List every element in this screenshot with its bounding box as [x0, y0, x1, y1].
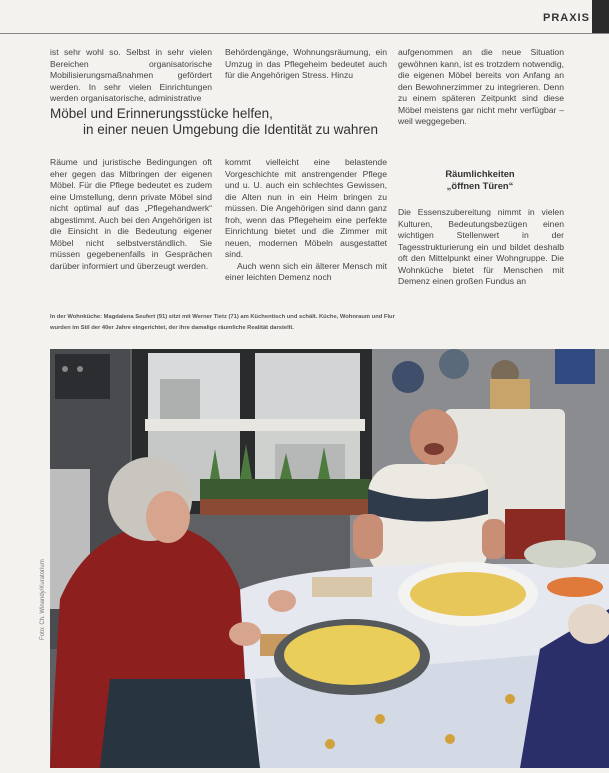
photo-credit: Foto: Ch. Winandy/Kuratorium	[40, 559, 46, 640]
body-column-2-tail: Auch wenn sich ein älterer Mensch mit einer leichten Demenz noch	[225, 260, 387, 282]
section-color-bar	[592, 0, 609, 34]
kitchen-photo	[50, 349, 609, 768]
body-column-2	[225, 157, 387, 295]
heading-line-1: Möbel und Erinnerungsstücke helfen,	[50, 106, 273, 121]
top-column-1: ist sehr wohl so. Selbst in sehr vielen Bereichen organisatorische Mobilisierungsmaßnahmen gefördert werden. In sehr vielen Einrichtungen werden organisatorische, administrative	[50, 47, 212, 103]
body-column-2-text: kommt vielleicht eine belastende Vorgeschichte mit anstrengender Pflege und u. U. auch ein schlechtes Gewissen, die Alten nun in ein Heim bringen zu müssen. Die Angehörigen sind dann ganz froh, wenn das Pflegeheim eine perfekte Einrichtung bietet und die Zimmer mit neuen, modernen Möbeln ausgestattet sind.	[225, 157, 387, 259]
subheading-line-2: „öffnen Türen“	[446, 180, 514, 191]
heading-line-2: in einer neuen Umgebung die Identität zu wahren	[83, 122, 378, 137]
body-column-1: Räume und juristische Bedingungen oft eher gegen das Mitbringen der eigenen Möbel. Für die Pflege bedeutet es zudem eine Umstellung, denn private Möbel sind nicht optimal auf das „Pflegehandwerk“ abgestimmt. Auch bei den Angehörigen ist die Einsicht in die Bedeutung eigener Möbel nicht selbstverständlich. Sie müssen gegebenenfalls in Gesprächen darüber informiert und überzeugt werden.	[50, 157, 212, 271]
top-column-2: Behördengänge, Wohnungsräumung, ein Umzug in das Pflegeheim bedeutet auch für die Angehörigen Stress. Hinzu	[225, 47, 387, 80]
article-heading	[50, 106, 395, 138]
caption-line-1: In der Wohnküche: Magdalena Seufert (91) sitzt mit Werner Tietz (71) am Küchentisch und schält. Küche, Wohnraum und Flur	[50, 314, 395, 320]
photo-caption	[50, 312, 570, 334]
header-rule	[0, 33, 609, 34]
top-column-3: aufgenommen an die neue Situation gewöhnen kann, ist es trotzdem notwendig, die eigenen Möbel bereits von Anfang an den Bewohnerzimmer zu integrieren. Denn zu einem späteren Zeitpunkt sind diese Möbel meistens gar nicht mehr verfügbar – weil weggegeben.	[398, 47, 564, 126]
body-column-3: Die Essenszubereitung nimmt in vielen Kulturen, Bedeutungsbezügen einen wichtigen Stellenwert in der Tagesstrukturierung ein und bildet deshalb oft den Mittelpunkt einer Wohngruppe. Die Wohnküche bietet für Menschen mit Demenz einen großen Fundus an	[398, 207, 564, 286]
caption-line-2: wurden im Stil der 40er Jahre eingerichtet, der ihre damalige räumliche Realität darstellt.	[50, 325, 294, 331]
subheading	[396, 168, 564, 192]
subheading-line-1: Räumlichkeiten	[445, 168, 515, 179]
section-label: PRAXIS	[543, 12, 590, 24]
